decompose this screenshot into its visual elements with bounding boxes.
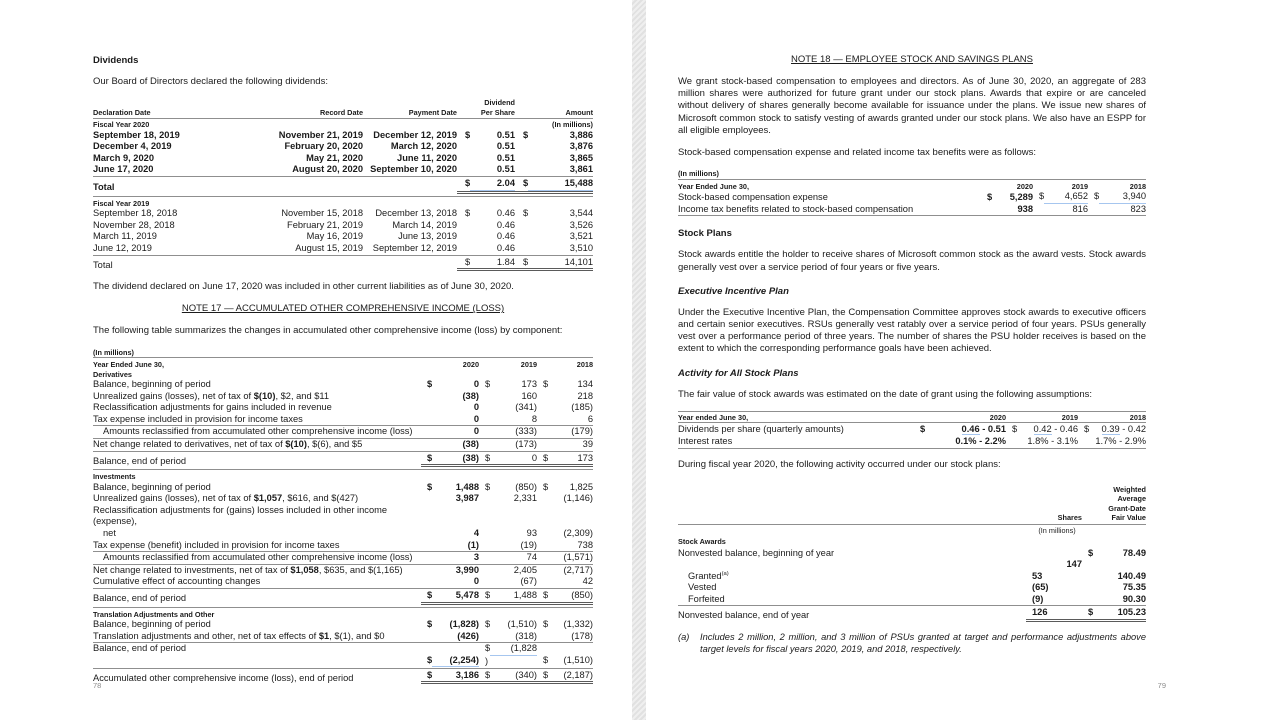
table-row: Balance, beginning of period $ 0 $ 173 $ 134 (93, 379, 593, 390)
page-78-content (93, 55, 593, 694)
table-row: Stock-based compensation expense $ 5,289 $ 4,652 $ 3,940 (678, 191, 1146, 203)
col-weighted-average-grant-date-fair-value: Weighted Average Grant-Date Fair Value (1108, 484, 1146, 523)
table-row-two-line: Reclassification adjustments for (gains) losses included in other income (expense), net 4 93 (2,309) (93, 504, 593, 539)
year-header-row (678, 411, 1146, 424)
xbrl-tagged-value[interactable]: (1,828 (490, 643, 537, 656)
dps-cell: $ 0.51 (465, 129, 515, 140)
table-row: Translation adjustments and other, net of tax effects of $1, $(1), and $0 (426) (318) (178) (93, 631, 593, 644)
col-shares: Shares (1057, 513, 1082, 523)
assumptions-table (678, 411, 1146, 449)
xbrl-tagged-value[interactable]: 0.46 (961, 424, 980, 435)
in-millions-row (678, 169, 1146, 180)
table-row: Dividends per share (quarterly amounts) $ 0.46 - 0.51 $ 0.42 - 0.46 $ 0.39 - 0.42 (678, 424, 1146, 435)
in-millions-label: (In millions) (552, 120, 593, 130)
amount-cell: $ 3,886 (523, 129, 593, 140)
section-label-row (93, 370, 593, 380)
table-row: Tax expense (benefit) included in provision for income taxes (1) (19) 738 (93, 540, 593, 553)
in-millions-label: (In millions) (678, 169, 719, 179)
table-row: March 11, 2019 May 16, 2019 June 13, 2019 0.46 3,521 (93, 231, 593, 242)
table-row: Reclassification adjustments for gains included in revenue 0 (341) (185) (93, 402, 593, 413)
forfeited-row: Forfeited (9) 90.30 (678, 594, 1146, 607)
investments-label: Investments (93, 472, 136, 482)
activity-paragraph: The fair value of stock awards was estimated on the date of grant using the following assumptions: (678, 388, 1093, 400)
fy2019-total-row: Total $ 1.84 $ 14,101 (93, 256, 593, 270)
note18-paragraph-2: Stock-based compensation expense and related income tax benefits were as follows: (678, 147, 1037, 159)
col-record-date: Record Date (320, 107, 363, 117)
translation-label: Translation Adjustments and Other (93, 609, 215, 619)
section-label-row (93, 608, 593, 620)
table-row: June 12, 2019 August 15, 2019 September 12, 2019 0.46 3,510 (93, 242, 593, 253)
balance-end-row: Balance, end of period $ 5,478 $ 1,488 $ (850) (93, 590, 593, 604)
aoci-table (93, 348, 593, 685)
during-paragraph: During fiscal year 2020, the following activity occurred under our stock plans: (678, 458, 1001, 470)
year-2019: 2019 (520, 360, 537, 370)
year-ended-label: Year ended June 30, (678, 412, 749, 422)
xbrl-tagged-value[interactable]: 15,488 (528, 178, 593, 191)
table-row: Cumulative effect of accounting changes 0 (67) 42 (93, 576, 593, 589)
awards-header-row (678, 485, 1146, 525)
table-row: Balance, beginning of period $ 1,488 $ (850) $ 1,825 (93, 481, 593, 492)
table-row: June 17, 2020 August 20, 2020 September 10, 2020 0.51 3,861 (93, 164, 593, 175)
xbrl-tagged-value[interactable]: (2,254) (432, 655, 479, 668)
activity-heading: Activity for All Stock Plans (678, 367, 799, 379)
note17-heading: NOTE 17 — ACCUMULATED OTHER COMPREHENSIVE INCOME (LOSS) (181, 303, 505, 315)
col-amount: Amount (565, 107, 593, 117)
footnote-marker: (a) (678, 632, 690, 643)
page-number-79: 79 (1157, 681, 1166, 690)
table-row: Net change related to investments, net of tax of $1,058, $635, and $(1,165) 3,990 2,405 (2,717) (93, 564, 593, 575)
balance-end-wrapped-row: Balance, end of period $ (2,254) $ (1,828 ) $ (1,510) (93, 643, 593, 668)
table-row: Unrealized gains (losses), net of tax of $1,057, $616, and $(427) 3,987 2,331 (1,146) (93, 493, 593, 504)
year-header-row (678, 180, 1146, 192)
table-row: September 18, 2018 November 15, 2018 December 13, 2018 $ 0.46 $ 3,544 (93, 208, 593, 219)
balance-end-row: Balance, end of period $ (38) $ 0 $ 173 (93, 452, 593, 466)
year-2020: 2020 (989, 412, 1006, 422)
dividends-heading: Dividends (93, 55, 139, 66)
section-label-row (678, 535, 1146, 547)
total-amount: $ 15,488 (515, 178, 593, 194)
xbrl-tagged-value[interactable]: 0.42 (1033, 424, 1052, 435)
table-row: Net change related to derivatives, net of tax of $(10), $(6), and $5 (38) (173) 39 (93, 439, 593, 452)
stock-plans-heading: Stock Plans (678, 228, 732, 240)
stock-awards-label: Stock Awards (678, 537, 726, 547)
in-millions-label: (In millions) (1038, 525, 1076, 535)
table-row: March 9, 2020 May 21, 2020 June 11, 2020 0.51 3,865 (93, 152, 593, 163)
year-header-row (93, 358, 593, 370)
year-ended-label: Year Ended June 30, (93, 360, 164, 370)
note18-paragraph-1: We grant stock-based compensation to employees and directors. As of June 30, 2020, an aggregate of 283 million shares were authorized for future grant under our stock plans. Awards that expire or are canceled without delivery of shares generally become available for issuance under the plans. We issue new shares of Microsoft common stock to satisfy vesting of awards granted under our stock plans. We also have an ESPP for all eligible employees. (678, 76, 1146, 136)
stock-plans-paragraph: Stock awards entitle the holder to receive shares of Microsoft common stock as the award vests. Stock awards generally vest over a service period of four years or five years. (678, 249, 1146, 273)
fy2019-label: Fiscal Year 2019 (93, 198, 150, 208)
executive-incentive-plan-heading: Executive Incentive Plan (678, 285, 789, 297)
fy2020-total-row: Total $ 2.04 $ 15,488 (93, 178, 593, 193)
year-2020: 2020 (462, 360, 479, 370)
page-gap (632, 0, 646, 720)
nonvested-beginning-row: Nonvested balance, beginning of year 147 $ 78.49 (678, 547, 1146, 570)
year-2019: 2019 (1061, 412, 1078, 422)
footnote-text: Includes 2 million, 2 million, and 3 million of PSUs granted at target and performance adjustments above target levels for fiscal years 2020, 2019, and 2018, respectively. (700, 632, 1146, 654)
year-2020: 2020 (1016, 181, 1033, 191)
note18-heading: NOTE 18 — EMPLOYEE STOCK AND SAVINGS PLANS (791, 54, 1033, 65)
in-millions-row (678, 525, 1146, 536)
xbrl-tagged-value[interactable]: 2.04 (470, 178, 515, 191)
dividend-note-paragraph: The dividend declared on June 17, 2020 was included in other current liabilities as of June 30, 2020. (93, 281, 514, 293)
in-millions-row (93, 348, 593, 359)
col-dividend-per-share: Dividend Per Share (480, 98, 515, 117)
stock-awards-table (678, 485, 1146, 622)
year-ended-label: Year Ended June 30, (678, 181, 749, 191)
year-2018: 2018 (576, 360, 593, 370)
aoci-total-row: Accumulated other comprehensive income (loss), end of period $ 3,186 $ (340) $ (2,187) (93, 669, 593, 683)
granted-row: Granted$^{(a)}$ 53 140.49 (688, 570, 1146, 581)
table-row: Interest rates 0.1% - 2.2% 1.8% - 3.1% 1.7% - 2.9% (678, 436, 1146, 449)
table-row: November 28, 2018 February 21, 2019 March 14, 2019 0.46 3,526 (93, 219, 593, 230)
dividends-table (93, 98, 593, 271)
table-row: September 18, 2019 November 21, 2019 December 12, 2019 $ 0.51 $ 3,886 (93, 129, 593, 140)
col-declaration-date: Declaration Date (93, 107, 151, 117)
executive-incentive-plan-paragraph: Under the Executive Incentive Plan, the Compensation Committee approves stock awards to executive officers and certain senior executives. RSUs generally vest ratably over a service period of four years. PSUs generally vest over a performance period of three years. The number of shares the PSU holder receives is based on the extent to which the corresponding performance goals have been achieved. (678, 306, 1146, 355)
fy2020-label-row (93, 119, 593, 130)
page-number-78: 78 (93, 681, 102, 690)
year-2019: 2019 (1071, 181, 1088, 191)
table-row: Tax expense included in provision for income taxes 0 8 6 (93, 414, 593, 427)
table-row: December 4, 2019 February 20, 2020 March 12, 2020 0.51 3,876 (93, 141, 593, 152)
total-dps: $ 2.04 (457, 178, 515, 194)
section-label-row (93, 470, 593, 482)
dividends-header-row (93, 98, 593, 119)
derivatives-label: Derivatives (93, 369, 132, 379)
year-2018: 2018 (1129, 412, 1146, 422)
xbrl-tagged-value[interactable]: 3,940 (1099, 191, 1146, 204)
nonvested-end-row: Nonvested balance, end of year 126 $ 105.23 (678, 607, 1146, 621)
table-row: Income tax benefits related to stock-based compensation 938 816 823 (678, 204, 1146, 217)
col-payment-date: Payment Date (408, 107, 457, 117)
compensation-expense-table (678, 169, 1146, 216)
vested-row: Vested (65) 75.35 (688, 582, 1146, 593)
table-row: Unrealized gains (losses), net of tax of $(10), $2, and $11 (38) 160 218 (93, 390, 593, 401)
footnote-a (678, 632, 1146, 655)
in-millions-label: (In millions) (93, 347, 134, 357)
year-2018: 2018 (1129, 181, 1146, 191)
page-79-content (678, 52, 1146, 655)
xbrl-tagged-value[interactable]: 4,652 (1044, 191, 1088, 204)
fy2019-label-row (93, 197, 593, 209)
note17-intro: The following table summarizes the changes in accumulated other comprehensive income (loss) by component: (93, 325, 563, 337)
fy2020-label: Fiscal Year 2020 (93, 120, 150, 130)
table-row: Amounts reclassified from accumulated other comprehensive income (loss) 0 (333) (179) (93, 426, 593, 439)
xbrl-tagged-value[interactable]: 0.39 (1101, 424, 1120, 435)
table-row: Balance, beginning of period $ (1,828) $ (1,510) $ (1,332) (93, 619, 593, 630)
table-row: Amounts reclassified from accumulated other comprehensive income (loss) 3 74 (1,571) (93, 552, 593, 565)
footnote-a-ref: (a) (721, 570, 729, 577)
dividends-intro: Our Board of Directors declared the following dividends: (93, 76, 328, 87)
